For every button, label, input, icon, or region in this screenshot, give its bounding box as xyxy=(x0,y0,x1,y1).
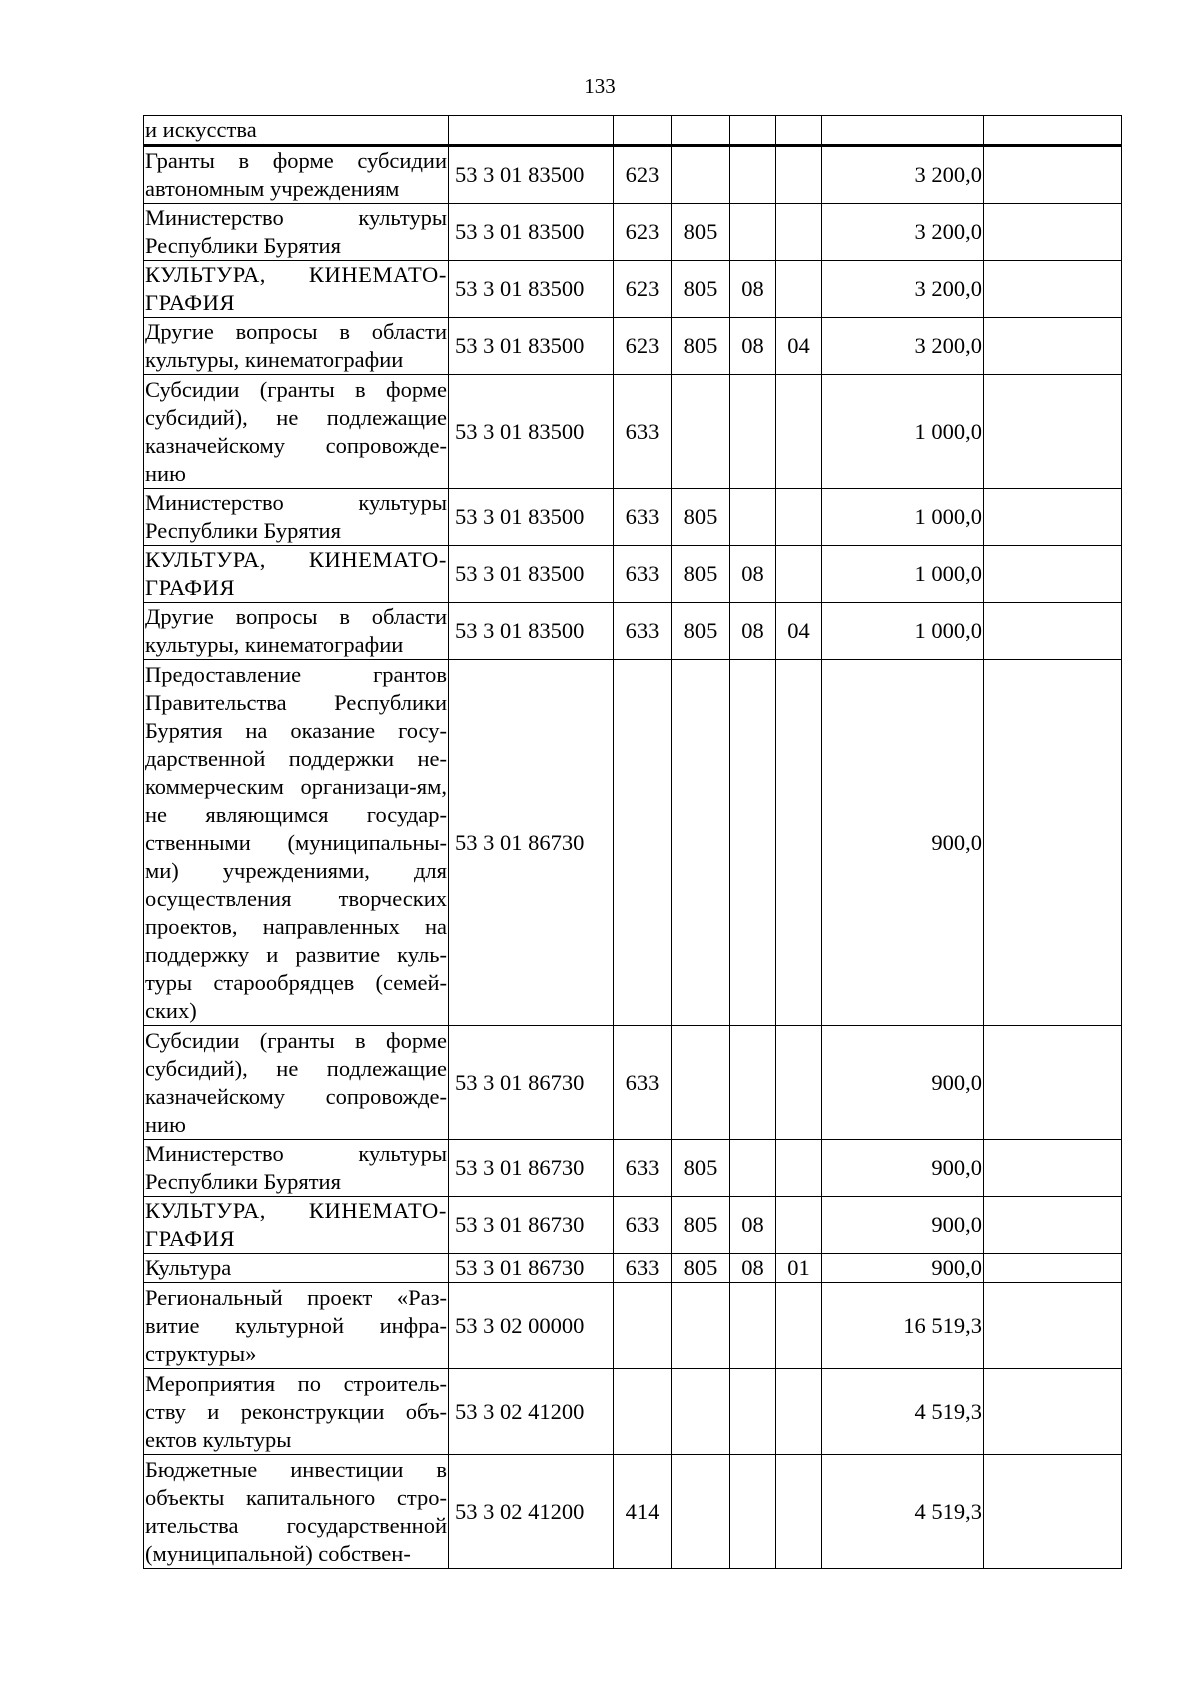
subsection-code xyxy=(776,1455,822,1569)
target-article-code: 53 3 01 83500 xyxy=(449,146,614,204)
row-name: Другие вопросы в области культуры, кинематографии xyxy=(144,603,449,660)
expense-type-code: 633 xyxy=(614,1197,672,1254)
table-row xyxy=(144,660,1122,1026)
subsection-code: 04 xyxy=(776,318,822,375)
table-row xyxy=(144,546,1122,603)
section-code: 08 xyxy=(730,318,776,375)
subsection-code xyxy=(776,375,822,489)
page-number: 133 xyxy=(584,74,616,98)
extra-amount xyxy=(984,1026,1122,1140)
target-article-code: 53 3 02 00000 xyxy=(449,1283,614,1369)
subsection-code: 01 xyxy=(776,1254,822,1283)
amount: 900,0 xyxy=(822,1254,984,1283)
section-code xyxy=(730,660,776,1026)
subsection-code xyxy=(776,116,822,146)
expense-type-code: 623 xyxy=(614,204,672,261)
extra-amount xyxy=(984,318,1122,375)
table-row xyxy=(144,261,1122,318)
extra-amount xyxy=(984,660,1122,1026)
row-name: Другие вопросы в области культуры, кинематографии xyxy=(144,318,449,375)
extra-amount xyxy=(984,1283,1122,1369)
administrator-code: 805 xyxy=(672,1140,730,1197)
section-code xyxy=(730,1369,776,1455)
expense-type-code: 633 xyxy=(614,1254,672,1283)
administrator-code xyxy=(672,1283,730,1369)
administrator-code xyxy=(672,375,730,489)
section-code xyxy=(730,375,776,489)
subsection-code xyxy=(776,261,822,318)
subsection-code xyxy=(776,146,822,204)
administrator-code: 805 xyxy=(672,261,730,318)
section-code xyxy=(730,204,776,261)
administrator-code: 805 xyxy=(672,1197,730,1254)
expense-type-code: 623 xyxy=(614,318,672,375)
table-row xyxy=(144,1283,1122,1369)
subsection-code xyxy=(776,1197,822,1254)
target-article-code: 53 3 01 83500 xyxy=(449,546,614,603)
subsection-code xyxy=(776,1026,822,1140)
row-name: Гранты в форме субсидии автономным учреждениям xyxy=(144,146,449,204)
section-code: 08 xyxy=(730,261,776,318)
extra-amount xyxy=(984,261,1122,318)
target-article-code xyxy=(449,116,614,146)
table-row xyxy=(144,146,1122,204)
amount: 900,0 xyxy=(822,1140,984,1197)
target-article-code: 53 3 01 86730 xyxy=(449,1026,614,1140)
section-code: 08 xyxy=(730,546,776,603)
section-code xyxy=(730,1283,776,1369)
section-code: 08 xyxy=(730,603,776,660)
amount: 3 200,0 xyxy=(822,318,984,375)
extra-amount xyxy=(984,1254,1122,1283)
target-article-code: 53 3 02 41200 xyxy=(449,1369,614,1455)
administrator-code: 805 xyxy=(672,1254,730,1283)
row-name: КУЛЬТУРА, КИНЕМАТО-ГРАФИЯ xyxy=(144,546,449,603)
amount: 900,0 xyxy=(822,1197,984,1254)
section-code xyxy=(730,116,776,146)
extra-amount xyxy=(984,546,1122,603)
row-name: КУЛЬТУРА, КИНЕМАТО-ГРАФИЯ xyxy=(144,1197,449,1254)
amount: 4 519,3 xyxy=(822,1369,984,1455)
row-name: Субсидии (гранты в форме субсидий), не подлежащие казначейскому сопровожде-нию xyxy=(144,1026,449,1140)
table-row xyxy=(144,489,1122,546)
target-article-code: 53 3 01 83500 xyxy=(449,261,614,318)
budget-table xyxy=(143,115,1122,1569)
table-row xyxy=(144,116,1122,146)
row-name: Бюджетные инвестиции в объекты капитального стро-ительства государственной (муниципальной) собствен- xyxy=(144,1455,449,1569)
expense-type-code: 623 xyxy=(614,146,672,204)
extra-amount xyxy=(984,1140,1122,1197)
amount: 1 000,0 xyxy=(822,603,984,660)
administrator-code: 805 xyxy=(672,603,730,660)
target-article-code: 53 3 02 41200 xyxy=(449,1455,614,1569)
expense-type-code: 623 xyxy=(614,261,672,318)
table-row xyxy=(144,1197,1122,1254)
row-name: Субсидии (гранты в форме субсидий), не подлежащие казначейскому сопровожде-нию xyxy=(144,375,449,489)
extra-amount xyxy=(984,204,1122,261)
table-row xyxy=(144,1140,1122,1197)
expense-type-code xyxy=(614,660,672,1026)
target-article-code: 53 3 01 86730 xyxy=(449,1197,614,1254)
row-name: Региональный проект «Раз-витие культурной инфра-структуры» xyxy=(144,1283,449,1369)
target-article-code: 53 3 01 83500 xyxy=(449,318,614,375)
amount: 900,0 xyxy=(822,1026,984,1140)
amount: 1 000,0 xyxy=(822,546,984,603)
table-row xyxy=(144,375,1122,489)
extra-amount xyxy=(984,375,1122,489)
subsection-code xyxy=(776,660,822,1026)
administrator-code: 805 xyxy=(672,546,730,603)
target-article-code: 53 3 01 86730 xyxy=(449,660,614,1026)
expense-type-code: 633 xyxy=(614,489,672,546)
amount: 4 519,3 xyxy=(822,1455,984,1569)
target-article-code: 53 3 01 83500 xyxy=(449,375,614,489)
expense-type-code: 633 xyxy=(614,1026,672,1140)
administrator-code xyxy=(672,660,730,1026)
section-code xyxy=(730,489,776,546)
amount: 1 000,0 xyxy=(822,489,984,546)
table-row xyxy=(144,603,1122,660)
target-article-code: 53 3 01 86730 xyxy=(449,1140,614,1197)
expense-type-code: 633 xyxy=(614,603,672,660)
administrator-code: 805 xyxy=(672,489,730,546)
administrator-code xyxy=(672,1369,730,1455)
section-code xyxy=(730,1140,776,1197)
expense-type-code: 633 xyxy=(614,375,672,489)
administrator-code xyxy=(672,1455,730,1569)
table-row xyxy=(144,1026,1122,1140)
row-name: Министерство культуры Республики Бурятия xyxy=(144,204,449,261)
amount: 1 000,0 xyxy=(822,375,984,489)
extra-amount xyxy=(984,1369,1122,1455)
table-row xyxy=(144,318,1122,375)
subsection-code xyxy=(776,546,822,603)
expense-type-code: 633 xyxy=(614,546,672,603)
subsection-code xyxy=(776,489,822,546)
administrator-code xyxy=(672,1026,730,1140)
expense-type-code: 633 xyxy=(614,1140,672,1197)
administrator-code: 805 xyxy=(672,204,730,261)
amount: 900,0 xyxy=(822,660,984,1026)
row-name: и искусства xyxy=(144,116,449,146)
section-code xyxy=(730,1455,776,1569)
amount: 3 200,0 xyxy=(822,204,984,261)
expense-type-code xyxy=(614,116,672,146)
subsection-code xyxy=(776,1140,822,1197)
administrator-code xyxy=(672,116,730,146)
expense-type-code xyxy=(614,1369,672,1455)
subsection-code: 04 xyxy=(776,603,822,660)
table-row xyxy=(144,1455,1122,1569)
table-row xyxy=(144,204,1122,261)
administrator-code xyxy=(672,146,730,204)
subsection-code xyxy=(776,204,822,261)
target-article-code: 53 3 01 83500 xyxy=(449,204,614,261)
extra-amount xyxy=(984,116,1122,146)
section-code: 08 xyxy=(730,1197,776,1254)
amount: 16 519,3 xyxy=(822,1283,984,1369)
subsection-code xyxy=(776,1369,822,1455)
amount xyxy=(822,116,984,146)
expense-type-code xyxy=(614,1283,672,1369)
row-name: Министерство культуры Республики Бурятия xyxy=(144,489,449,546)
section-code xyxy=(730,1026,776,1140)
target-article-code: 53 3 01 86730 xyxy=(449,1254,614,1283)
row-name: Министерство культуры Республики Бурятия xyxy=(144,1140,449,1197)
expense-type-code: 414 xyxy=(614,1455,672,1569)
amount: 3 200,0 xyxy=(822,261,984,318)
target-article-code: 53 3 01 83500 xyxy=(449,603,614,660)
section-code: 08 xyxy=(730,1254,776,1283)
amount: 3 200,0 xyxy=(822,146,984,204)
extra-amount xyxy=(984,146,1122,204)
row-name: КУЛЬТУРА, КИНЕМАТО-ГРАФИЯ xyxy=(144,261,449,318)
row-name: Мероприятия по строитель-ству и реконструкции объ-ектов культуры xyxy=(144,1369,449,1455)
extra-amount xyxy=(984,1455,1122,1569)
target-article-code: 53 3 01 83500 xyxy=(449,489,614,546)
extra-amount xyxy=(984,603,1122,660)
subsection-code xyxy=(776,1283,822,1369)
extra-amount xyxy=(984,1197,1122,1254)
table-row xyxy=(144,1254,1122,1283)
row-name: Предоставление грантов Правительства Республики Бурятия на оказание госу-дарственной поддержки не-коммерческим организаци-ям, не являющимся государ-ственными (муниципальны-ми) учреждениями, для осуществления творческих проектов, направленных на поддержку и развитие куль-туры старообрядцев (семей-ских) xyxy=(144,660,449,1026)
row-name: Культура xyxy=(144,1254,449,1283)
section-code xyxy=(730,146,776,204)
administrator-code: 805 xyxy=(672,318,730,375)
extra-amount xyxy=(984,489,1122,546)
table-row xyxy=(144,1369,1122,1455)
